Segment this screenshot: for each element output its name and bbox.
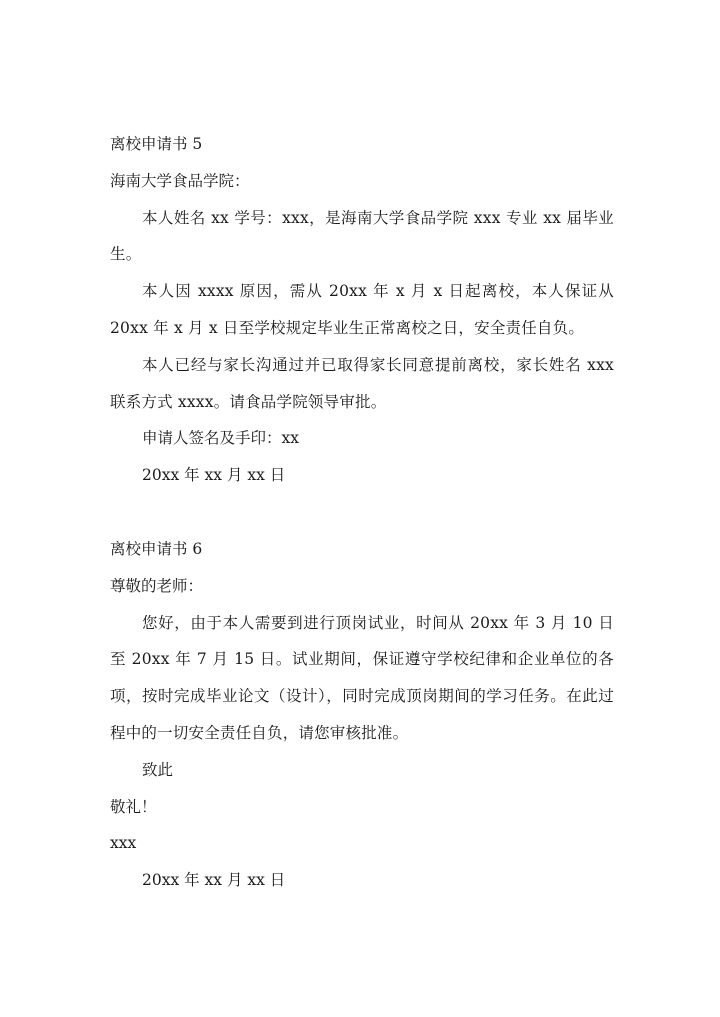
document-page xyxy=(110,126,614,899)
section6-salutation: 尊敬的老师： xyxy=(110,576,204,595)
section5-paragraph-1: 本人姓名 xx 学号：xxx，是海南大学食品学院 xxx 专业 xx 届毕业生。 xyxy=(110,208,614,264)
section5-title: 离校申请书 5 xyxy=(110,135,203,153)
section5-paragraph-3: 本人已经与家长沟通过并已取得家长同意提前离校，家长姓名 xxx 联系方式 xxxx。请食品学院领导审批。 xyxy=(110,355,614,411)
section5-signature: 申请人签名及手印：xx xyxy=(142,429,299,448)
section-gap xyxy=(110,494,614,531)
section5-salutation: 海南大学食品学院： xyxy=(110,171,250,190)
section6-closing-1: 致此 xyxy=(142,760,174,779)
section6-closing-2: 敬礼！ xyxy=(110,797,157,816)
section6-paragraph-1: 您好，由于本人需要到进行顶岗试业，时间从 20xx 年 3 月 10 日至 20xx 年 7 月 15 日。试业期间，保证遵守学校纪律和企业单位的各项，按时完成毕业论文（设计），同时完成顶岗期间的学习任务。在此过程中的一切安全责任自负，请您审核批准。 xyxy=(110,613,614,742)
section6-signer: xxx xyxy=(110,834,137,853)
section5-paragraph-2: 本人因 xxxx 原因，需从 20xx 年 x 月 x 日起离校，本人保证从 20xx 年 x 月 x 日至学校规定毕业生正常离校之日，安全责任自负。 xyxy=(110,282,614,337)
section5-date: 20xx 年 xx 月 xx 日 xyxy=(142,466,286,485)
section6-title: 离校申请书 6 xyxy=(110,539,203,558)
section6-date: 20xx 年 xx 月 xx 日 xyxy=(142,871,286,890)
